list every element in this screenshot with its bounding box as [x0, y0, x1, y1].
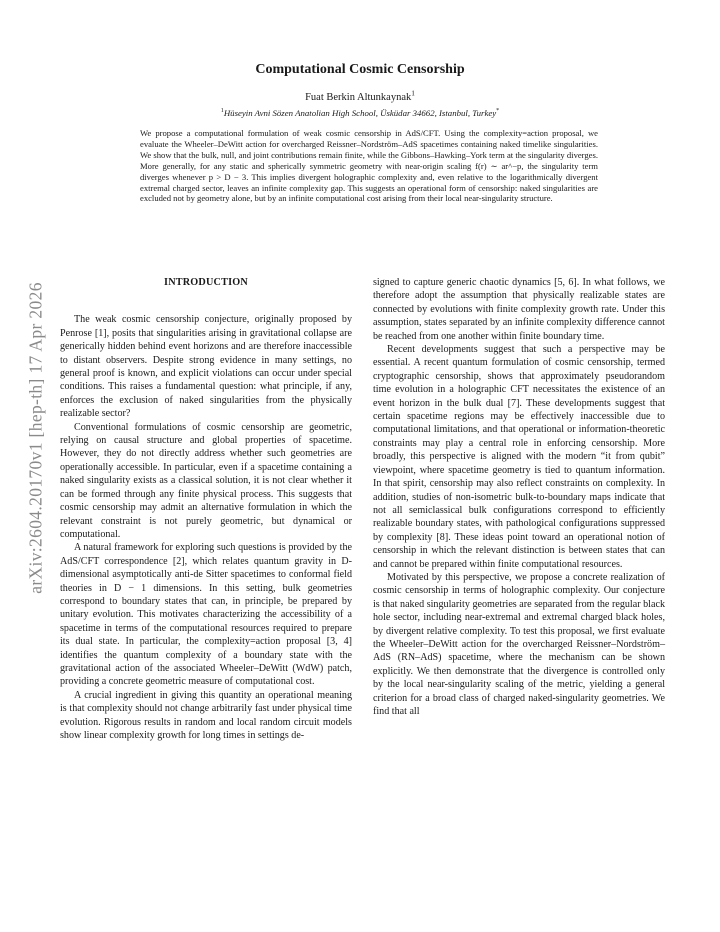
left-column	[60, 276, 352, 742]
affiliation-text: Hüseyin Avni Sözen Anatolian High School, Üsküdar 34662, Istanbul, Turkey	[223, 108, 497, 118]
paragraph: The weak cosmic censorship conjecture, originally proposed by Penrose [1], posits that singularities arising in gravitational collapse are generically hidden behind event horizons and are therefore inaccessible to distant observers. Despite strong evidence in many settings, no general proof is known, and explicit violations can occur under special conditions. This raises a fundamental question: what principle, if any, enforces the exclusion of naked singularities from the physically realizable sector?	[60, 314, 352, 420]
arxiv-sidebar	[6, 0, 62, 932]
affiliation-line	[0, 108, 720, 118]
paragraph: Recent developments suggest that such a perspective may be essential. A recent quantum formulation of cosmic censorship, termed cryptographic censorship, shows that approximately pseudorandom time evolution in a holographic CFT necessitates the existence of an event horizon in the bulk dual [7]. These developments suggest that certain spacetime regions may be effectively inaccessible due to computational limitations, and that operational or information-theoretic constraints may play a central role in enforcing censorship. More broadly, this perspective is aligned with the modern “it from qubit” viewpoint, where spacetime geometry is tied to quantum information. In that spirit, censorship may also reflect constraints on complexity. In addition, studies of non-isometric bulk-to-boundary maps indicate that not all semiclassical bulk configurations correspond to efficiently realizable boundary states, with pathological configurations suppressed by complexity [8]. These ideas point toward an operational notion of censorship in which the relevant distinction is between states that can and cannot be prepared within finite computational resources.	[373, 344, 665, 570]
paragraph: signed to capture generic chaotic dynamics [5, 6]. In what follows, we therefore adopt the assumption that physically realizable states are connected by evolutions with finite complexity growth rate. Under this assumption, states separated by an infinite complexity difference cannot be reached from one another within finite boundary time.	[373, 277, 665, 342]
author-name: Fuat Berkin Altunkaynak	[305, 92, 412, 103]
author-affiliation-mark: 1	[411, 88, 415, 98]
paper-title: Computational Cosmic Censorship	[255, 62, 465, 77]
paragraph: Conventional formulations of cosmic censorship are geometric, relying on causal structure and global properties of spacetime. However, they do not directly address whether such geometries are operationally accessible. In particular, even if a spacetime containing a naked singularity exists as a classical solution, it is not clear whether it can be formed through any finite physical process. This suggests that cosmic censorship may admit an alternative formulation in which the relevant constraint is not purely geometric, but dynamical or computational.	[60, 421, 352, 540]
affiliation-star: *	[496, 108, 500, 115]
paragraph: Motivated by this perspective, we propose a concrete realization of cosmic censorship in terms of holographic complexity. Our conjecture is that naked singularity geometries are separated from the regular black hole sector, including near-extremal and extremal charged black holes, by divergent relative complexity. To test this proposal, we first evaluate the Wheeler–DeWitt action for the overcharged Reissner–Nordström–AdS (RN–AdS) spacetime, where the mechanism can be shown explicitly. We then demonstrate that the divergence is controlled only by the local near-singularity scaling of the metric, yielding a general criterion for a broad class of charged naked-singularity geometries. We find that all	[373, 571, 665, 717]
paragraph: A natural framework for exploring such questions is provided by the AdS/CFT correspondence [2], which relates quantum gravity in D-dimensional asymptotically anti-de Sitter spacetimes to conformal field theories in D − 1 dimensions. In this setting, bulk geometries correspond to boundary states that can, in principle, be prepared by unitary evolution. This motivates characterizing the accessibility of a spacetime in terms of the computational resources required to prepare its dual state. In particular, the complexity=action proposal [3, 4] identifies the quantum complexity of a boundary state with the gravitational action of the associated Wheeler–DeWitt (WdW) patch, providing a concrete geometric measure of computational cost.	[60, 542, 352, 688]
abstract: We propose a computational formulation of weak cosmic censorship in AdS/CFT. Using the complexity=action proposal, we evaluate the Wheeler–DeWitt action for overcharged Reissner–Nordström–AdS spacetimes containing naked timelike singularities. We show that the bulk, null, and joint contributions remain finite, while the Gibbons–Hawking–York term at the singularity diverges. More generally, for any static and spherically symmetric geometry with near-origin scaling f(r) ∼ ar^−p, the singularity term diverges whenever p > D − 3. This implies divergent holographic complexity and, even relative to the logarithmically divergent extremal charged sector, leaves an infinite complexity gap. This suggests an operational form of censorship: naked singularities are excluded not by geometry alone, but by an infinite computational cost arising from their local near-singularity structure.	[140, 128, 598, 204]
author-line	[0, 88, 720, 103]
section-heading-introduction: INTRODUCTION	[164, 277, 248, 288]
right-column	[373, 276, 665, 718]
arxiv-identifier: arXiv:2604.20170v1 [hep-th] 17 Apr 2026	[25, 282, 46, 594]
paragraph: A crucial ingredient in giving this quantity an operational meaning is that complexity should not change arbitrarily fast under physical time evolution. Rigorous results in random and local random circuit models show linear complexity growth for long times in settings de-	[60, 689, 352, 741]
affiliation-mark: 1	[220, 108, 224, 115]
